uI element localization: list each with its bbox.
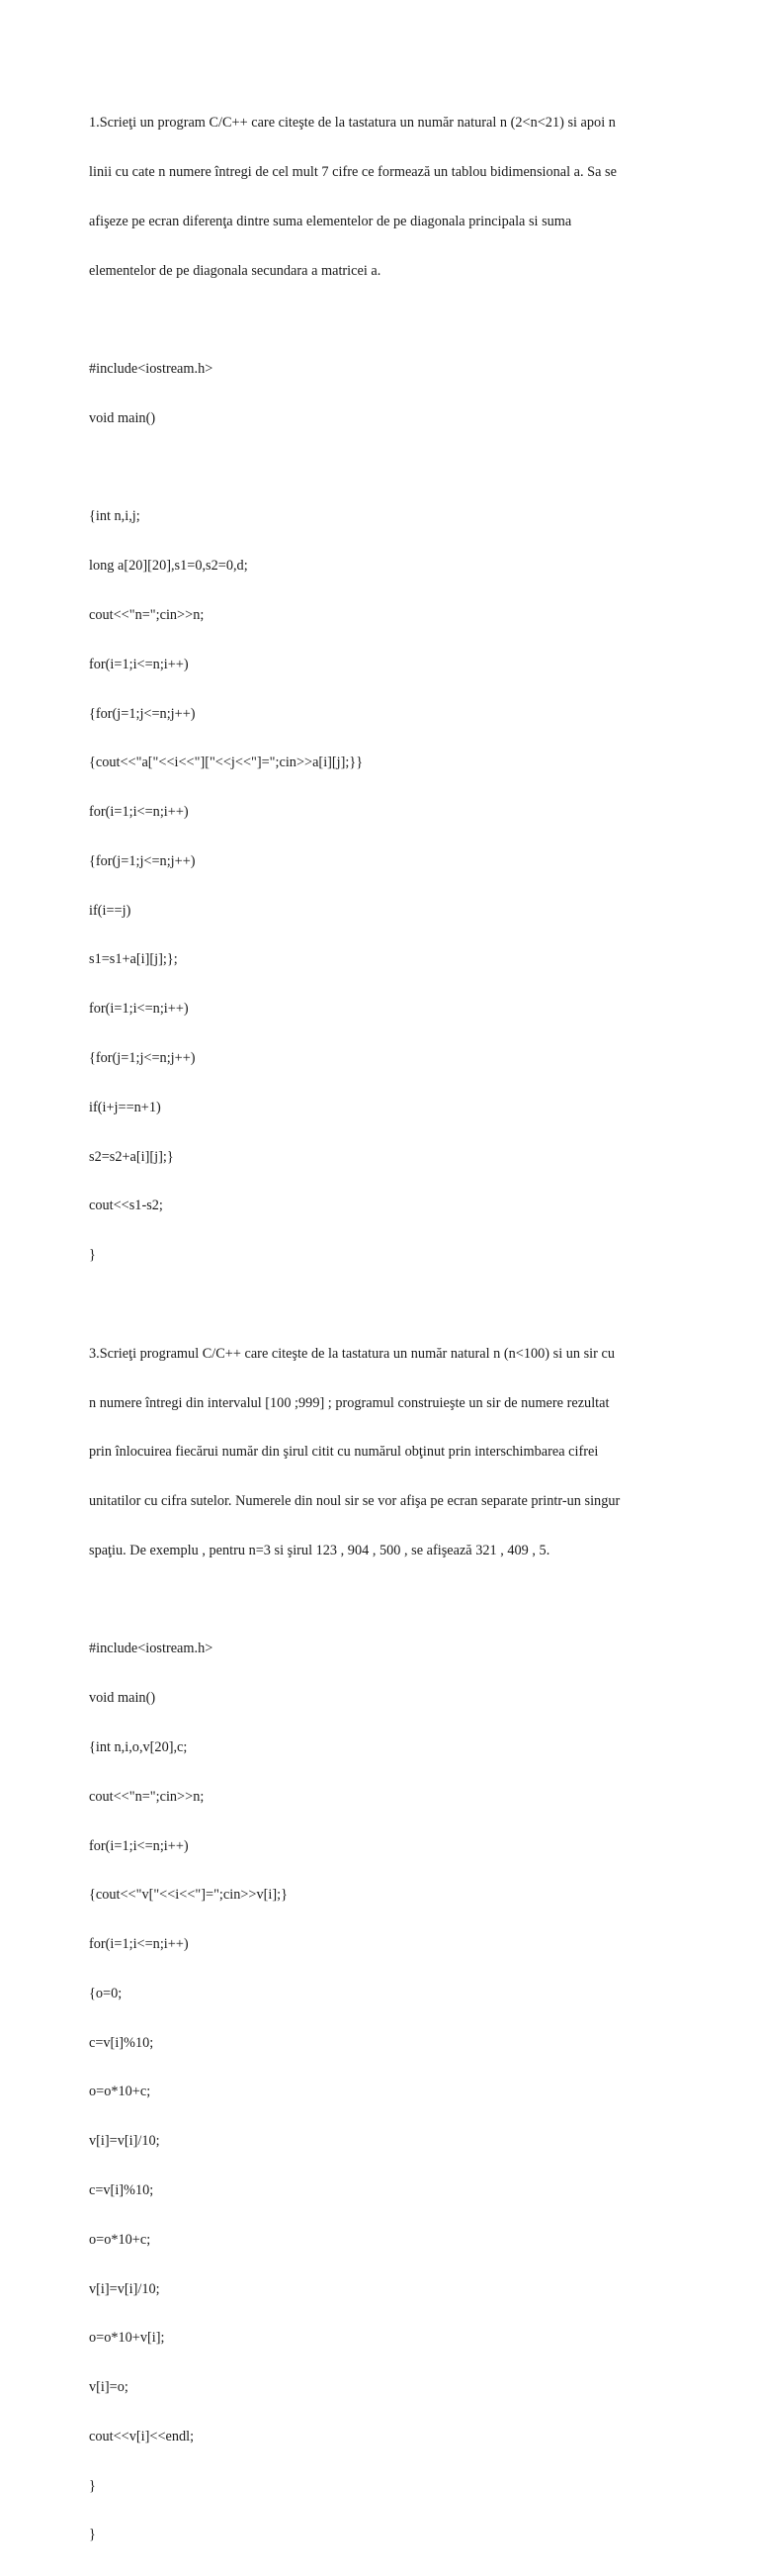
text-line: n numere întregi din intervalul [100 ;999] ; programul construieşte un sir de numere rezultat bbox=[89, 1394, 610, 1411]
code-line: #include<iostream.h> bbox=[89, 361, 213, 378]
code-line: v[i]=o; bbox=[89, 2379, 128, 2396]
code-line: cout<<v[i]<<endl; bbox=[89, 2428, 195, 2444]
code-line: cout<<"n=";cin>>n; bbox=[89, 607, 205, 623]
code-line: void main() bbox=[89, 409, 156, 426]
code-line: for(i=1;i<=n;i++) bbox=[89, 1837, 189, 1854]
document-page bbox=[89, 82, 682, 2576]
code-line: c=v[i]%10; bbox=[89, 2034, 154, 2051]
problem-3-statement bbox=[89, 1313, 682, 1592]
problem-1-statement bbox=[89, 82, 682, 311]
code-line: o=o*10+c; bbox=[89, 2084, 151, 2100]
code-line: {for(j=1;j<=n;j++) bbox=[89, 852, 196, 869]
code-line: } bbox=[89, 1247, 96, 1264]
text-line: linii cu cate n numere întregi de cel mult 7 cifre ce formează un tablou bidimensional a. Sa se bbox=[89, 163, 617, 180]
text-line: elementelor de pe diagonala secundara a matricei a. bbox=[89, 262, 381, 279]
text-line: spaţiu. De exemplu , pentru n=3 si şirul 123 , 904 , 500 , se afişează 321 , 409 , 5. bbox=[89, 1542, 550, 1558]
code-line: if(i+j==n+1) bbox=[89, 1099, 161, 1115]
problem-1-code-body bbox=[89, 476, 682, 1296]
code-line: {for(j=1;j<=n;j++) bbox=[89, 705, 196, 722]
text-line: 1.Scrieţi un program C/C++ care citeşte de la tastatura un număr natural n (2<n<21) si apoi n bbox=[89, 115, 616, 132]
code-line: {cout<<"v["<<i<<"]=";cin>>v[i];} bbox=[89, 1887, 288, 1904]
code-line: for(i=1;i<=n;i++) bbox=[89, 804, 189, 821]
code-line: c=v[i]%10; bbox=[89, 2182, 154, 2198]
code-line: v[i]=v[i]/10; bbox=[89, 2133, 160, 2150]
code-line: if(i==j) bbox=[89, 902, 131, 919]
code-line: s1=s1+a[i][j];}; bbox=[89, 951, 178, 968]
text-line: 3.Scrieţi programul C/C++ care citeşte de la tastatura un număr natural n (n<100) si un sir cu bbox=[89, 1345, 615, 1362]
code-line: #include<iostream.h> bbox=[89, 1641, 213, 1657]
code-line: {cout<<"a["<<i<<"]["<<j<<"]=";cin>>a[i][j];}} bbox=[89, 755, 364, 771]
text-line: afişeze pe ecran diferenţa dintre suma elementelor de pe diagonala principala si suma bbox=[89, 213, 572, 229]
code-line: {o=0; bbox=[89, 1985, 123, 2001]
code-line: {int n,i,j; bbox=[89, 508, 140, 525]
text-line: unitatilor cu cifra sutelor. Numerele din noul sir se vor afişa pe ecran separate printr-un singur bbox=[89, 1493, 621, 1510]
code-line: for(i=1;i<=n;i++) bbox=[89, 1001, 189, 1018]
code-line: for(i=1;i<=n;i++) bbox=[89, 1936, 189, 1953]
code-line: o=o*10+v[i]; bbox=[89, 2330, 165, 2347]
code-line: long a[20][20],s1=0,s2=0,d; bbox=[89, 558, 248, 575]
code-line: cout<<s1-s2; bbox=[89, 1198, 163, 1214]
problem-3-code bbox=[89, 1608, 682, 2576]
code-line: o=o*10+c; bbox=[89, 2231, 151, 2248]
code-line: {int n,i,o,v[20],c; bbox=[89, 1738, 188, 1755]
code-line: cout<<"n=";cin>>n; bbox=[89, 1788, 205, 1805]
code-line: } bbox=[89, 2477, 96, 2494]
text-line: prin înlocuirea fiecărui număr din şirul citit cu numărul obţinut prin interschimbarea cifrei bbox=[89, 1444, 599, 1461]
problem-1-code-header bbox=[89, 328, 682, 460]
code-line: } bbox=[89, 2527, 96, 2543]
code-line: {for(j=1;j<=n;j++) bbox=[89, 1050, 196, 1067]
code-line: void main() bbox=[89, 1690, 156, 1707]
code-line: for(i=1;i<=n;i++) bbox=[89, 656, 189, 672]
code-line: s2=s2+a[i][j];} bbox=[89, 1148, 174, 1165]
code-line: v[i]=v[i]/10; bbox=[89, 2280, 160, 2297]
